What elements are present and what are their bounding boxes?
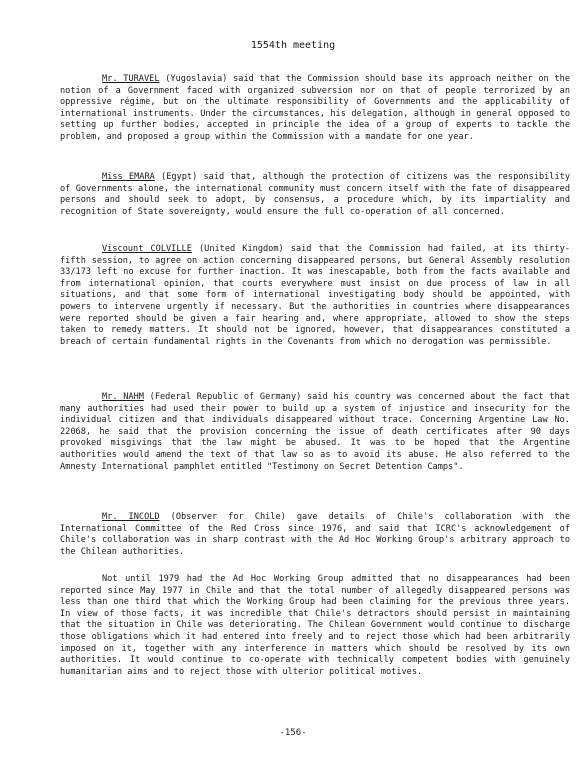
page-number: -156- — [279, 728, 307, 738]
paragraph-chile-observer — [60, 512, 570, 558]
page-header: 1554th meeting — [250, 40, 336, 51]
paragraph-yugoslavia — [60, 74, 570, 144]
speaker-name: Viscount COLVILLE — [102, 244, 192, 254]
paragraph-text: Not until 1979 had the Ad Hoc Working Group admitted that no disappearances had been reported since May 1977 in Chile and that the total number of allegedly disappeared persons was less than one third that which the Working Group had been claiming for the previous three years. In view of those facts, it was incredible that Chile's detractors should persist in maintaining that the situation in Chile was deteriorating. The Chilean Government would continue to discharge those obligations which it had entered into freely and to reject those which had been arbitrarily imposed on it, together with any interference in matters which should be resolved by its own authorities. It would continue to co-operate with technically competent bodies with genuinely humanitarian aims and to reject those with ulterior political motives. — [60, 574, 570, 677]
paragraph-text: (Yugoslavia) said that the Commission should base its approach neither on the notion of a Government faced with organized subversion nor on that of people terrorized by an oppressive régime, but on the ultimate responsibility of Governments and the applicability of international instruments. Under the circumstances, his delegation, although in general opposed to setting up further bodies, accepted in principle the idea of a group of experts to tackle the problem, and proposed a group within the Commission with a mandate for one year. — [60, 74, 570, 142]
speaker-name: Miss EMARA — [102, 172, 155, 182]
paragraph-egypt — [60, 172, 570, 218]
speaker-name: Mr. TURAVEL — [102, 74, 160, 84]
paragraph-text: (Observer for Chile) gave details of Chile's collaboration with the International Committee of the Red Cross since 1976, and said that ICRC's acknowledgement of Chile's collaboration was in sharp contrast with the Ad Hoc Working Group's arbitrary approach to the Chilean authorities. — [60, 512, 570, 557]
paragraph-chile-continued — [60, 574, 570, 678]
speaker-name: Mr. INCOLD — [102, 512, 160, 522]
paragraph-united-kingdom — [60, 244, 570, 348]
speaker-name: Mr. NAHM — [102, 392, 144, 402]
paragraph-text: (Egypt) said that, although the protection of citizens was the responsibility of Governments alone, the international community must concern itself with the fate of disappeared persons and should seek to adopt, by consensus, a procedure which, by its impartiality and recognition of State sovereignty, would ensure the full co-operation of all concerned. — [60, 172, 570, 217]
paragraph-text: (Federal Republic of Germany) said his country was concerned about the fact that many authorities had used their power to build up a system of injustice and insecurity for the individual citizen and that individuals disappeared without trace. Concerning Argentine Law No. 22068, he said that the provision concerning the issue of death certificates after 90 days provoked misgivings that the law might be abused. It was to be hoped that the Argentine authorities would amend the text of that law so as to avoid its abuse. He also referred to the Amnesty International pamphlet entitled "Testimony on Secret Detention Camps". — [60, 392, 570, 472]
paragraph-text: (United Kingdom) said that the Commission had failed, at its thirty-fifth session, to agree on action concerning disappeared persons, but General Assembly resolution 33/173 left no excuse for further inaction. It was inescapable, both from the facts available and from international opinion, that courts everywhere must insist on due process of law in all situations, and that some form of international investigating body should be appointed, with powers to intervene urgently if necessary. But the authorities in countries where disappearances were reported should be given a fair hearing and, where appropriate, allowed to show the steps taken to remedy matters. It should not be ignored, however, that disappearances constituted a breach of certain fundamental rights in the Covenants from which no derogation was permissible. — [60, 244, 570, 347]
paragraph-germany — [60, 392, 570, 473]
